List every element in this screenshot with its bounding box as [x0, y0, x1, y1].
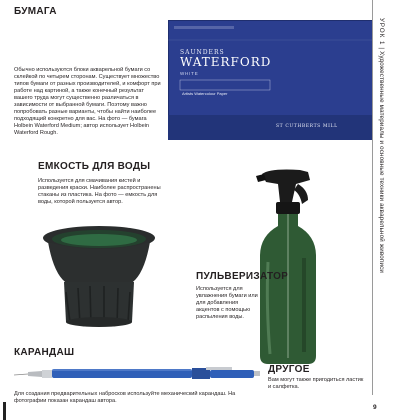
pencil-body: Для создания предварительных набросков используйте механический карандаш. На фотографии показан карандаш автора.	[14, 391, 236, 404]
water-container-body: Используется для смачивания кистей и разведения краски. Наиболее распространены стаканы из пластика. На фото — емкость для воды, которой пользуется автор.	[38, 178, 161, 205]
side-divider	[372, 0, 373, 395]
sprayer-heading: ПУЛЬВЕРИЗАТОР	[196, 271, 289, 282]
water-container-heading: ЕМКОСТЬ ДЛЯ ВОДЫ	[38, 161, 151, 172]
pad-brand-sub: WHITE	[180, 71, 199, 76]
pencil-heading: КАРАНДАШ	[14, 347, 75, 358]
side-running-title	[378, 18, 385, 273]
paper-body: Обычно используются блоки акварельной бумаги со склейкой по четырем сторонам. Существует множество типов бумаги от разных производителей, и комфорт при работе над картиной, а также конечный результат вашего труда могут существенно различаться в зависимости от выбранной бумаги. Поэтому важно попробовать разные варианты, чтобы найти наиболее подходящий конкретно для вас. На фото — бумага Holbein Waterford Medium; автор использует Holbein Waterford Rough.	[14, 67, 161, 136]
other-heading: ДРУГОЕ	[268, 364, 310, 375]
pad-label-line: Artists Watercolour Paper	[182, 91, 228, 96]
page-edge-mark	[3, 402, 6, 420]
watercolor-paper-pad-image	[168, 20, 373, 140]
sprayer-body: Используется для увлажнения бумаги или для добавления акцентов с помощью распыления воды.	[196, 286, 258, 320]
pad-brand-name: WATERFORD	[180, 55, 272, 69]
pad-brand-top: SAUNDERS	[180, 49, 225, 56]
pad-maker: ST CUTHBERTS MILL	[276, 124, 338, 129]
mechanical-pencil-image	[14, 364, 262, 382]
lesson-label: УРОК 1	[378, 18, 385, 46]
lesson-separator: |	[378, 47, 385, 52]
lesson-title: Художественные материалы и основные техники акварельной живописи	[378, 51, 385, 274]
paper-heading: БУМАГА	[14, 6, 57, 17]
spray-bottle-image	[252, 166, 328, 366]
other-body: Вам могут также пригодиться ластик и салфетка.	[268, 377, 364, 390]
water-cup-image	[38, 222, 160, 330]
page-number: 9	[373, 404, 377, 411]
